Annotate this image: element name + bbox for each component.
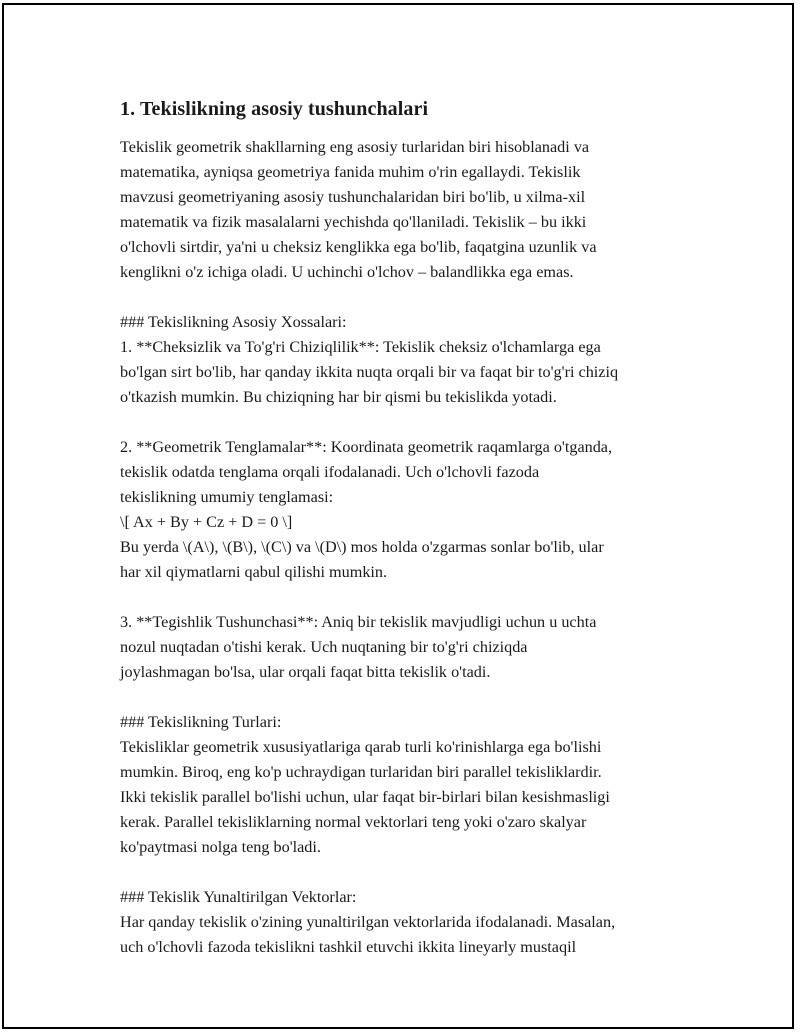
document-page <box>2 3 794 1029</box>
paragraph-spacer <box>120 860 700 885</box>
paragraph-belonging: 3. **Tegishlik Tushunchasi**: Aniq bir tekislik mavjudligi uchun u uchta nozul nuqtadan o'tishi kerak. Uch nuqtaning bir to'g'ri chiziqda joylashmagan bo'lsa, ular orqali faqat bitta tekislik o'tadi. <box>120 613 597 681</box>
paragraph-types: ### Tekislikning Turlari: Tekisliklar geometrik xususiyatlariga qarab turli ko'rinishlarga ega bo'lishi mumkin. Biroq, eng ko'p uchraydigan turlaridan biri parallel tekisliklardir. Ikki tekislik parallel bo'lishi uchun, ular faqat bir-birlari bilan kesishmasligi kerak. Parallel tekisliklarning normal vektorlari teng yoki o'zaro skalyar ko'paytmasi nolga teng bo'ladi. <box>120 713 610 856</box>
paragraph-spacer <box>120 585 700 610</box>
paragraph-vectors: ### Tekislik Yunaltirilgan Vektorlar: Har qanday tekislik o'zining yunaltirilgan vektorlarida ifodalanadi. Masalan, uch o'lchovli fazoda tekislikni tashkil etuvchi ikkita lineyarly mustaqil <box>120 888 616 956</box>
paragraph-spacer <box>120 410 700 435</box>
paragraph-equations: 2. **Geometrik Tenglamalar**: Koordinata geometrik raqamlarga o'tganda, tekislik odatda tenglama orqali ifodalanadi. Uch o'lchovli fazoda tekislikning umumiy tenglamasi: \[ Ax + By + Cz + D = 0 \] Bu yerda \(A\), \(B\), \(C\) va \(D\) mos holda o'zgarmas sonlar bo'lib, ular har xil qiymatlarni qabul qilishi mumkin. <box>120 438 613 581</box>
document-body <box>120 95 700 960</box>
paragraph-spacer <box>120 285 700 310</box>
paragraph-properties: ### Tekislikning Asosiy Xossalari: 1. **Cheksizlik va To'g'ri Chiziqlilik**: Tekislik cheksiz o'lchamlarga ega bo'lgan sirt bo'lib, har qanday ikkita nuqta orqali bir va faqat bir to'g'ri chiziq o'tkazish mumkin. Bu chiziqning har bir qismi bu tekislikda yotadi. <box>120 313 619 406</box>
document-title: 1. Tekislikning asosiy tushunchalari <box>120 98 429 120</box>
paragraph-spacer <box>120 685 700 710</box>
paragraph-intro: Tekislik geometrik shakllarning eng asosiy turlaridan biri hisoblanadi va matematika, ayniqsa geometriya fanida muhim o'rin egallaydi. Tekislik mavzusi geometriyaning asosiy tushunchalaridan biri bo'lib, u xilma-xil matematik va fizik masalalarni yechishda qo'llaniladi. Tekislik – bu ikki o'lchovli sirtdir, ya'ni u cheksiz kenglikka ega bo'lib, faqatgina uzunlik va kenglikni o'z ichiga oladi. U uchinchi o'lchov – balandlikka ega emas. <box>120 138 597 281</box>
